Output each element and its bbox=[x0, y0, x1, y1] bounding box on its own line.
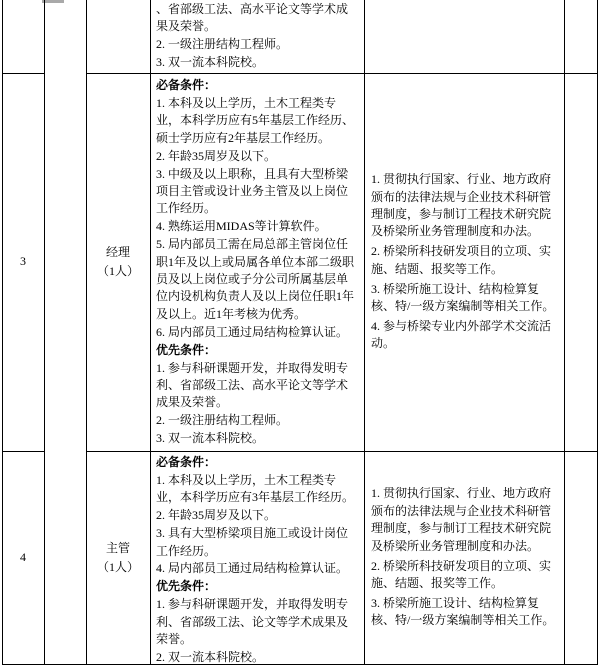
table-grid-line bbox=[597, 0, 598, 665]
requirement-item: 2. 年龄35周岁及以下。 bbox=[156, 148, 277, 163]
position-headcount: （1人） bbox=[96, 264, 139, 278]
required-items-list bbox=[156, 95, 359, 341]
row-number-cell bbox=[3, 74, 43, 450]
row-number: 4 bbox=[20, 549, 26, 564]
requirement-item: 3. 双一流本科院校。 bbox=[156, 431, 265, 446]
required-header: 必备条件： bbox=[156, 455, 217, 469]
row-number-cell bbox=[3, 452, 43, 663]
row-number: 3 bbox=[20, 254, 26, 269]
preferred-header: 优先条件： bbox=[156, 342, 217, 357]
requirement-item: 2. 双一流本科院校。 bbox=[156, 649, 265, 663]
table-grid-line bbox=[2, 664, 598, 665]
requirement-item: 、省部级工法、高水平论文等学术成果及荣誉。 bbox=[156, 2, 349, 34]
requirement-item: 2. 年龄35周岁及以下。 bbox=[156, 508, 277, 523]
requirement-item: 4. 局内部员工通过局结构检算认证。 bbox=[156, 561, 349, 576]
position-title: 经理 bbox=[105, 245, 130, 259]
duty-item: 1. 贯彻执行国家、行业、地方政府颁布的法律法规与企业技术科研管理制度，参与制订工程技术研究院及桥梁所业务管理制度和办法。 bbox=[371, 172, 552, 239]
table-grid-line bbox=[44, 0, 45, 665]
duty-item: 2. 桥梁所科技研发项目的立项、实施、结题、报奖等工作。 bbox=[371, 244, 552, 276]
top-edge-artifact bbox=[42, 0, 64, 3]
requirements-cell bbox=[151, 452, 363, 663]
requirement-item: 3. 中级及以上职称，且具有大型桥梁项目主管或设计业务主管及以上岗位工作经历。 bbox=[156, 166, 349, 216]
requirement-item: 3. 双一流本科院校。 bbox=[156, 55, 265, 70]
duties-list bbox=[371, 483, 559, 632]
requirement-item: 1. 参与科研课题开发，并取得发明专利、省部级工法、高水平论文等学术成果及荣誉。 bbox=[156, 360, 349, 410]
table-grid-line bbox=[564, 0, 565, 665]
requirement-item: 2. 一级注册结构工程师。 bbox=[156, 37, 289, 52]
duty-item: 1. 贯彻执行国家、行业、地方政府颁布的法律法规与企业技术科研管理制度，参与制订工程技术研究院及桥梁所业务管理制度和办法。 bbox=[371, 486, 552, 553]
continued-requirements-list bbox=[156, 1, 359, 72]
requirement-item: 3. 具有大型桥梁项目施工或设计岗位工作经历。 bbox=[156, 526, 349, 558]
position-title: 主管 bbox=[105, 540, 130, 555]
requirement-item: 1. 本科及以上学历，土木工程类专业，本科学历应有3年基层工作经历。 bbox=[156, 472, 355, 505]
duties-cell bbox=[365, 74, 563, 450]
requirement-item: 5. 局内部员工需在局总部主管岗位任职1年及以上或局属各单位本部二级职员及以上岗位或子分公司所属基层单位内设机构负责人及以上岗位任职1年及以上。近1年考核为优秀。 bbox=[156, 237, 355, 321]
preferred-header: 优先条件： bbox=[156, 579, 217, 594]
requirement-item: 1. 参与科研课题开发，并取得发明专利、省部级工法、论文等学术成果及荣誉。 bbox=[156, 597, 349, 647]
position-cell bbox=[87, 452, 149, 663]
duty-item: 3. 桥梁所施工设计、结构检算复核、特/一级方案编制等相关工作。 bbox=[371, 595, 555, 628]
requirement-item: 4. 熟练运用MIDAS等计算软件。 bbox=[156, 219, 327, 234]
requirement-item: 2. 一级注册结构工程师。 bbox=[156, 413, 289, 428]
continued-requirements-cell bbox=[151, 0, 363, 72]
preferred-items-list bbox=[156, 360, 359, 448]
duty-item: 3. 桥梁所施工设计、结构检算复核、特/一级方案编制等相关工作。 bbox=[371, 281, 555, 314]
preferred-items-list bbox=[156, 596, 359, 663]
duties-cell bbox=[365, 452, 563, 663]
required-items-list bbox=[156, 472, 359, 578]
required-header: 必备条件： bbox=[156, 78, 217, 92]
position-cell bbox=[87, 74, 149, 450]
duty-item: 4. 参与桥梁专业内外部学术交流活动。 bbox=[371, 318, 552, 351]
duties-list bbox=[371, 169, 559, 356]
requirements-cell bbox=[151, 74, 363, 450]
duty-item: 2. 桥梁所科技研发项目的立项、实施、结题、报奖等工作。 bbox=[371, 558, 552, 590]
requirement-item: 6. 局内部员工通过局结构检算认证。 bbox=[156, 324, 349, 339]
requirement-item: 1. 本科及以上学历，土木工程类专业，本科学历应有5年基层工作经历、硕士学历应有2年基层工作经历。 bbox=[156, 95, 355, 145]
position-headcount: （1人） bbox=[96, 559, 139, 574]
